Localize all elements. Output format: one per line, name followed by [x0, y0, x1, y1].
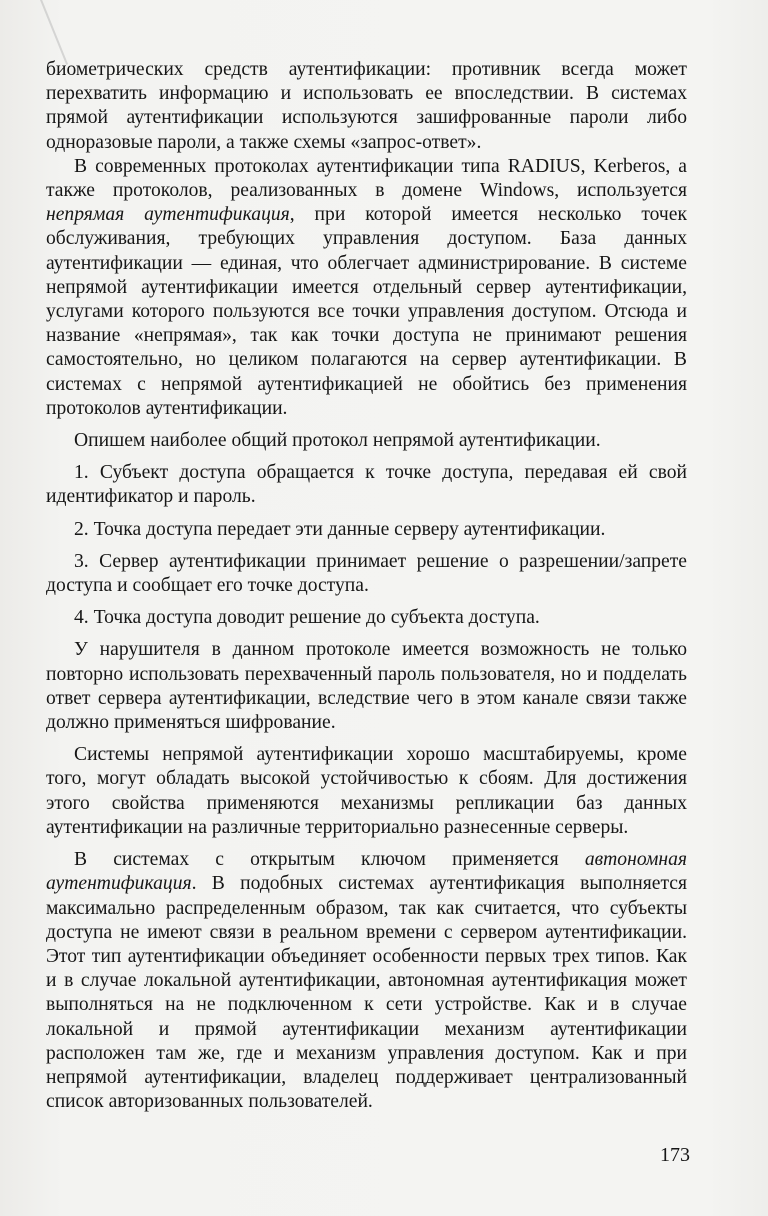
paragraph-7 [46, 606, 687, 630]
text-run: , при которой имеется несколько точек обслуживания, требующих управления доступом. База данных аутентификации — единая, что облегчает администрирование. В системе непрямой аутентификации имеется отдельный сервер аутентификации, услугами которого пользуются все точки управления доступом. Отсюда и название «непрямая», так как точки доступа не принимают решения самостоятельно, но целиком полагаются на сервер аутентификации. В системах с непрямой аутентификацией не обойтись без применения протоколов аутентификации. [46, 204, 687, 419]
paragraph-2 [46, 155, 687, 421]
paragraph-6 [46, 550, 687, 598]
text-run: Опишем наиболее общий протокол непрямой аутентификации. [74, 430, 601, 452]
emphasis-term: автономная аутентификация [46, 849, 687, 895]
text-run: У нарушителя в данном протоколе имеется возможность не только повторно использовать перехваченный пароль пользователя, но и подделать ответ сервера аутентификации, вследствие чего в этом канале связи также должно применяться шифрование. [46, 639, 687, 734]
page-fold-mark [40, 0, 68, 65]
text-run: В современных протоколах аутентификации типа RADIUS, Kerberos, а также протоколов, реализованных в домене Windows, используется [46, 155, 687, 202]
emphasis-term: непрямая аутентификация [46, 204, 290, 226]
text-run: 4. Точка доступа доводит решение до субъекта доступа. [74, 607, 540, 629]
paragraph-1 [46, 58, 687, 155]
paragraph-5 [46, 518, 687, 542]
text-run: 3. Сервер аутентификации принимает решение о разрешении/запрете доступа и сообщает его точке доступа. [46, 550, 687, 597]
page-number: 173 [660, 1144, 690, 1166]
paragraph-4 [46, 461, 687, 509]
text-run: В системах с открытым ключом применяется [74, 849, 585, 871]
paragraph-3 [46, 429, 687, 453]
text-run: 1. Субъект доступа обращается к точке доступа, передавая ей свой идентификатор и пароль. [46, 462, 687, 508]
text-run: Системы непрямой аутентификации хорошо масштабируемы, кроме того, могут обладать высокой устойчивостью к сбоям. Для достижения этого свойства применяются механизмы репликации баз данных аутентификации на различные территориально разнесенные серверы. [46, 744, 687, 838]
paragraph-10 [46, 848, 687, 1114]
text-run: . В подобных системах аутентификация выполняется максимально распределенным образом, так как считается, что субъекты доступа не имеют связи в реальном времени с сервером аутентификации. Этот тип аутентификации объединяет особенности первых трех типов. Как и в случае локальной аутентификации, автономная аутентификация может выполняться на не подключенном к сети устройстве. Как и в случае локальной и прямой аутентификации механизм аутентификации расположен там же, где и механизм управления доступом. Как и при непрямой аутентификации, владелец поддерживает централизованный список авторизованных пользователей. [46, 873, 687, 1113]
paragraph-8 [46, 638, 687, 735]
text-run: биометрических средств аутентификации: противник всегда может перехватить информацию и использовать ее впоследствии. В системах прямой аутентификации используются зашифрованные пароли либо одноразовые пароли, а также схемы «запрос-ответ». [46, 59, 687, 153]
paragraph-9 [46, 743, 687, 840]
body-text [46, 58, 687, 1114]
text-run: 2. Точка доступа передает эти данные серверу аутентификации. [74, 518, 606, 540]
